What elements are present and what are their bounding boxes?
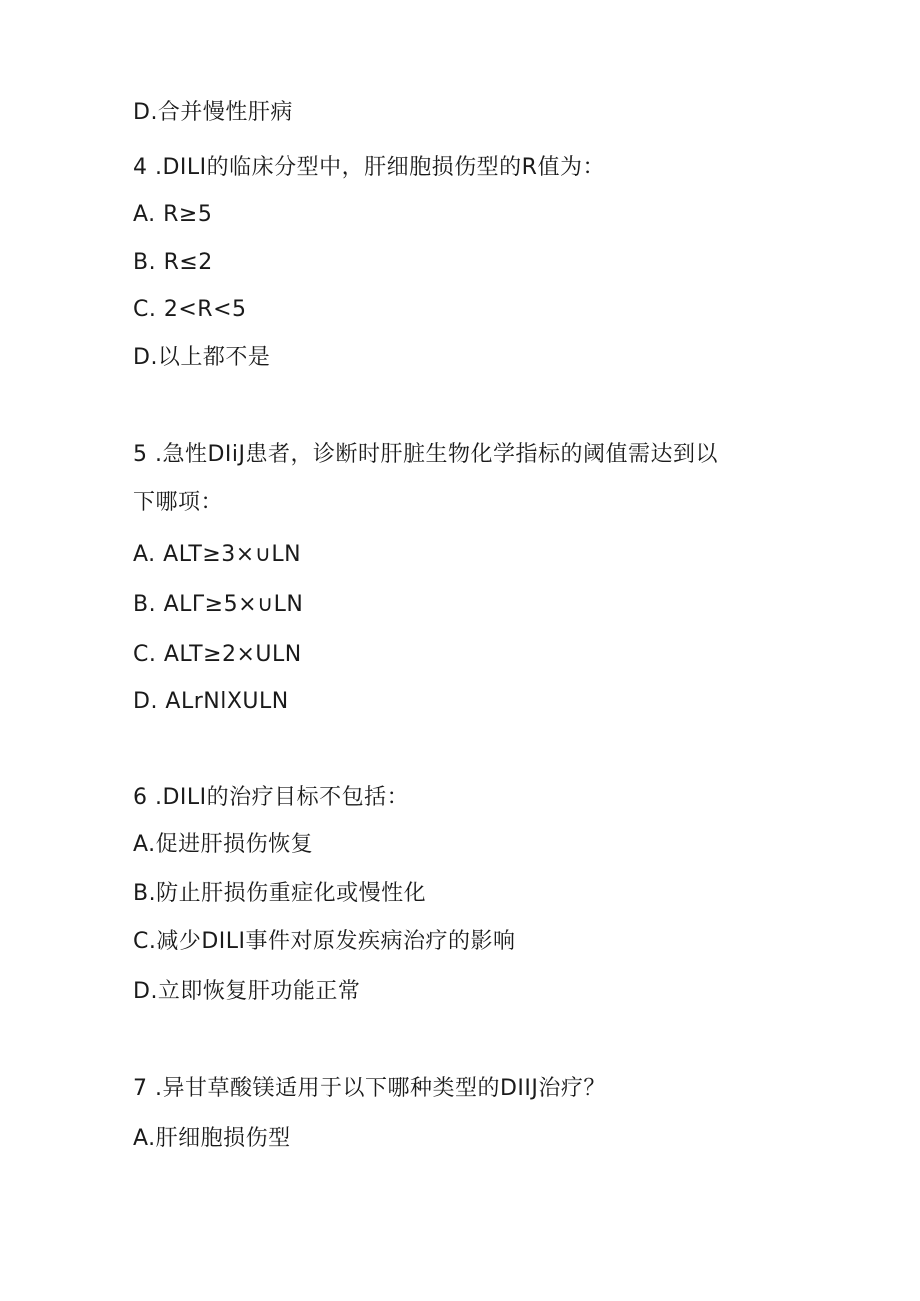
q7-question: 7 .异甘草酸镁适用于以下哪种类型的DIIJ治疗？ xyxy=(133,1076,606,1101)
q5-option-d: D. ALrNlXULN xyxy=(133,689,289,714)
q6-option-b: B.防止肝损伤重症化或慢性化 xyxy=(133,881,427,906)
q6-question: 6 .DILI的治疗目标不包括： xyxy=(133,785,410,810)
q4-question: 4 .DILI的临床分型中，肝细胞损伤型的R值为： xyxy=(133,155,605,180)
q4-option-b: B. R≤2 xyxy=(133,250,213,275)
q4-option-d: D.以上都不是 xyxy=(133,345,271,370)
q5-option-a: A. ALT≥3×∪LN xyxy=(133,542,302,567)
q7-option-a: A.肝细胞损伤型 xyxy=(133,1126,291,1151)
q6-option-a: A.促进肝损伤恢复 xyxy=(133,832,314,857)
q5-option-b: B. ALΓ≥5×∪LN xyxy=(133,592,304,617)
q4-option-c: C. 2<R<5 xyxy=(133,297,247,322)
q5-option-c: C. ALT≥2×ULN xyxy=(133,642,302,667)
q6-option-d: D.立即恢复肝功能正常 xyxy=(133,979,361,1004)
q6-option-c: C.减少DILI事件对原发疾病治疗的影响 xyxy=(133,929,516,954)
q5-question: 5 .急性DIiJ患者，诊断时肝脏生物化学指标的阈值需达到以 xyxy=(133,442,719,467)
q4-option-a: A. R≥5 xyxy=(133,202,213,227)
q5-question-cont: 下哪项： xyxy=(133,490,224,515)
q3-option-d: D.合并慢性肝病 xyxy=(133,100,293,125)
